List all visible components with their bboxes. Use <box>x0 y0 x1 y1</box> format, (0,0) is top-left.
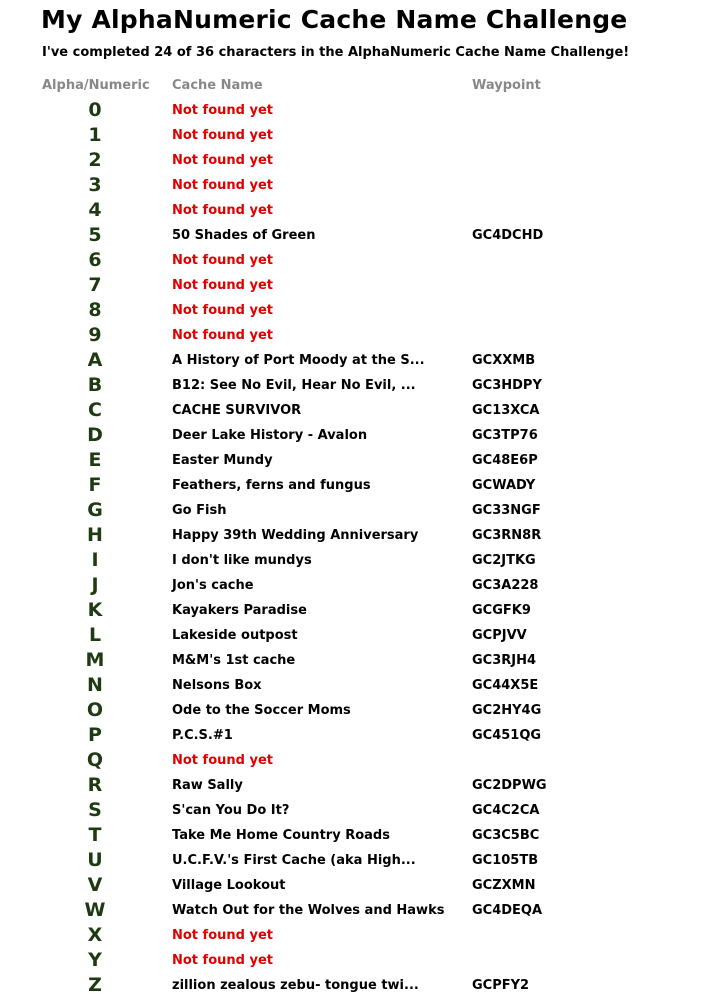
row-character: C <box>88 399 102 421</box>
table-row <box>0 748 720 773</box>
cache-name-link[interactable]: S'can You Do It? <box>172 803 290 818</box>
table-row <box>0 973 720 998</box>
waypoint-code[interactable]: GC2JTKG <box>472 553 536 568</box>
table-row <box>0 798 720 823</box>
not-found-label: Not found yet <box>172 278 273 293</box>
waypoint-code[interactable]: GC3C5BC <box>472 828 540 843</box>
cache-name-link[interactable]: Village Lookout <box>172 878 286 893</box>
table-row <box>0 223 720 248</box>
waypoint-code[interactable]: GC3RN8R <box>472 528 542 543</box>
table-row <box>0 948 720 973</box>
waypoint-code[interactable]: GC48E6P <box>472 453 538 468</box>
table-row <box>0 823 720 848</box>
waypoint-code[interactable]: GCGFK9 <box>472 603 531 618</box>
waypoint-code[interactable]: GCPJVV <box>472 628 527 643</box>
waypoint-code[interactable]: GC105TB <box>472 853 539 868</box>
cache-name-link[interactable]: Lakeside outpost <box>172 628 298 643</box>
table-row <box>0 523 720 548</box>
row-character: I <box>91 549 99 571</box>
not-found-label: Not found yet <box>172 753 273 768</box>
table-row <box>0 323 720 348</box>
not-found-label: Not found yet <box>172 178 273 193</box>
cache-name-link[interactable]: Nelsons Box <box>172 678 262 693</box>
row-character: P <box>88 724 102 746</box>
row-character: 2 <box>88 149 102 171</box>
cache-name-link[interactable]: P.C.S.#1 <box>172 728 233 743</box>
table-row <box>0 473 720 498</box>
waypoint-code[interactable]: GC3HDPY <box>472 378 542 393</box>
not-found-label: Not found yet <box>172 203 273 218</box>
row-character: 9 <box>88 324 102 346</box>
waypoint-code[interactable]: GC33NGF <box>472 503 541 518</box>
table-row <box>0 923 720 948</box>
table-row <box>0 498 720 523</box>
table-row <box>0 898 720 923</box>
row-character: O <box>86 699 104 721</box>
row-character: B <box>87 374 103 396</box>
not-found-label: Not found yet <box>172 303 273 318</box>
waypoint-code[interactable]: GC13XCA <box>472 403 540 418</box>
cache-name-link[interactable]: U.C.F.V.'s First Cache (aka High... <box>172 853 416 868</box>
row-character: F <box>88 474 102 496</box>
not-found-label: Not found yet <box>172 928 273 943</box>
row-character: V <box>87 874 103 896</box>
row-character: A <box>87 349 103 371</box>
row-character: T <box>88 824 102 846</box>
cache-name-link[interactable]: Easter Mundy <box>172 453 273 468</box>
table-row <box>0 273 720 298</box>
cache-name-link[interactable]: Take Me Home Country Roads <box>172 828 390 843</box>
row-character: J <box>91 574 99 596</box>
row-character: 7 <box>88 274 102 296</box>
table-row <box>0 623 720 648</box>
row-character: E <box>88 449 102 471</box>
table-row <box>0 348 720 373</box>
table-row <box>0 773 720 798</box>
cache-name-link[interactable]: B12: See No Evil, Hear No Evil, ... <box>172 378 416 393</box>
row-character: H <box>87 524 103 546</box>
row-character: 3 <box>88 174 102 196</box>
table-row <box>0 373 720 398</box>
not-found-label: Not found yet <box>172 128 273 143</box>
table-row <box>0 548 720 573</box>
row-character: 1 <box>88 124 102 146</box>
table-row <box>0 673 720 698</box>
table-row <box>0 873 720 898</box>
row-character: K <box>87 599 103 621</box>
row-character: M <box>85 649 105 671</box>
row-character: Y <box>88 949 102 971</box>
waypoint-code[interactable]: GCWADY <box>472 478 536 493</box>
cache-name-link[interactable]: Feathers, ferns and fungus <box>172 478 371 493</box>
table-row <box>0 448 720 473</box>
waypoint-code[interactable]: GC3TP76 <box>472 428 538 443</box>
table-row <box>0 173 720 198</box>
row-character: S <box>88 799 102 821</box>
row-character: D <box>87 424 103 446</box>
waypoint-code[interactable]: GC3RJH4 <box>472 653 537 668</box>
waypoint-code[interactable]: GC3A228 <box>472 578 539 593</box>
table-row <box>0 573 720 598</box>
row-character: Q <box>86 749 104 771</box>
column-header-waypoint: Waypoint <box>472 78 541 93</box>
waypoint-code[interactable]: GC4C2CA <box>472 803 540 818</box>
challenge-table <box>0 98 720 998</box>
column-header-alpha: Alpha/Numeric <box>42 78 150 93</box>
waypoint-code[interactable]: GC451QG <box>472 728 542 743</box>
cache-name-link[interactable]: Ode to the Soccer Moms <box>172 703 351 718</box>
not-found-label: Not found yet <box>172 103 273 118</box>
waypoint-code[interactable]: GC2HY4G <box>472 703 542 718</box>
waypoint-code[interactable]: GCPFY2 <box>472 978 530 993</box>
row-character: W <box>84 899 106 921</box>
cache-name-link[interactable]: Go Fish <box>172 503 227 518</box>
row-character: Z <box>88 974 102 996</box>
table-row <box>0 848 720 873</box>
column-header-cache-name: Cache Name <box>172 78 263 93</box>
table-row <box>0 123 720 148</box>
cache-name-link[interactable]: I don't like mundys <box>172 553 312 568</box>
row-character: G <box>87 499 103 521</box>
progress-summary: I've completed 24 of 36 characters in the AlphaNumeric Cache Name Challenge! <box>42 45 630 60</box>
waypoint-code[interactable]: GC4DEQA <box>472 903 543 918</box>
row-character: 8 <box>88 299 102 321</box>
row-character: 6 <box>88 249 102 271</box>
table-row <box>0 398 720 423</box>
cache-name-link[interactable]: Happy 39th Wedding Anniversary <box>172 528 419 543</box>
row-character: 4 <box>88 199 102 221</box>
cache-name-link[interactable]: Deer Lake History - Avalon <box>172 428 368 443</box>
not-found-label: Not found yet <box>172 153 273 168</box>
waypoint-code[interactable]: GC4DCHD <box>472 228 544 243</box>
row-character: 0 <box>88 99 102 121</box>
not-found-label: Not found yet <box>172 953 273 968</box>
table-row <box>0 598 720 623</box>
row-character: L <box>88 624 102 646</box>
row-character: X <box>87 924 103 946</box>
table-row <box>0 198 720 223</box>
waypoint-code[interactable]: GC44X5E <box>472 678 539 693</box>
table-row <box>0 723 720 748</box>
cache-name-link[interactable]: Jon's cache <box>172 578 254 593</box>
table-row <box>0 98 720 123</box>
table-row <box>0 298 720 323</box>
table-row <box>0 248 720 273</box>
waypoint-code[interactable]: GC2DPWG <box>472 778 547 793</box>
table-row <box>0 423 720 448</box>
cache-name-link[interactable]: 50 Shades of Green <box>172 228 316 243</box>
table-row <box>0 698 720 723</box>
row-character: 5 <box>88 224 102 246</box>
row-character: N <box>87 674 103 696</box>
not-found-label: Not found yet <box>172 253 273 268</box>
cache-name-link[interactable]: A History of Port Moody at the S... <box>172 353 425 368</box>
row-character: R <box>87 774 103 796</box>
table-row <box>0 648 720 673</box>
not-found-label: Not found yet <box>172 328 273 343</box>
cache-name-link[interactable]: zillion zealous zebu- tongue twi... <box>172 978 419 993</box>
row-character: U <box>87 849 103 871</box>
waypoint-code[interactable]: GCXXMB <box>472 353 536 368</box>
waypoint-code[interactable]: GCZXMN <box>472 878 536 893</box>
table-row <box>0 148 720 173</box>
cache-name-link[interactable]: CACHE SURVIVOR <box>172 403 302 418</box>
cache-name-link[interactable]: Watch Out for the Wolves and Hawks <box>172 903 445 918</box>
cache-name-link[interactable]: Raw Sally <box>172 778 243 793</box>
cache-name-link[interactable]: Kayakers Paradise <box>172 603 307 618</box>
cache-name-link[interactable]: M&M's 1st cache <box>172 653 296 668</box>
page-title: My AlphaNumeric Cache Name Challenge <box>41 5 628 34</box>
